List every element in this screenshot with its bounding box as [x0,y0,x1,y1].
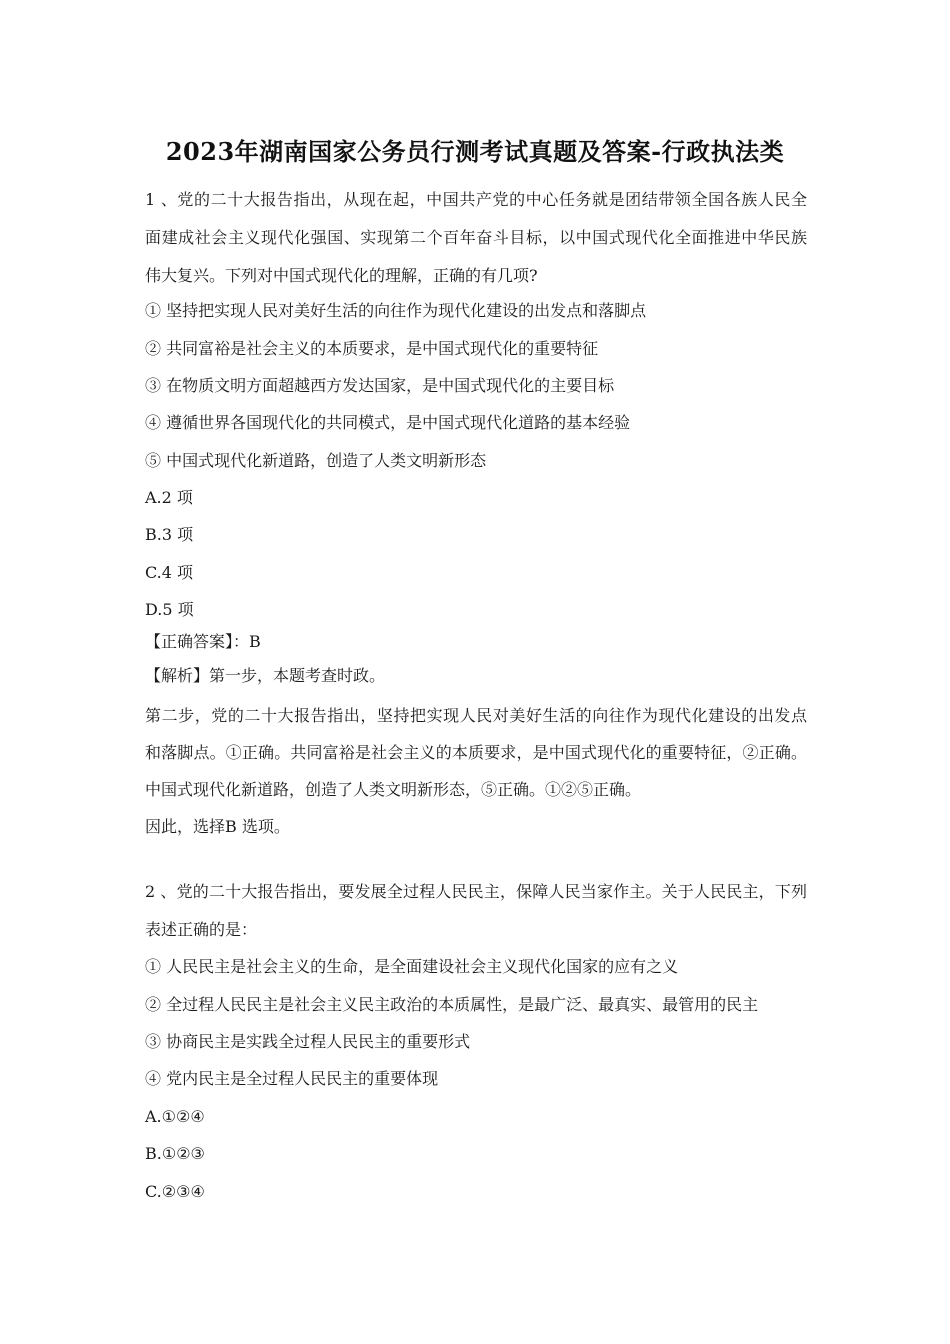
q1-item-5: ⑤ 中国式现代化新道路，创造了人类文明新形态 [145,451,487,470]
q2-item-2: ② 全过程人民民主是社会主义民主政治的本质属性，是最广泛、最真实、最管用的民主 [145,995,759,1014]
q1-option-a: A.2 项 [145,488,193,507]
q1-item-3: ③ 在物质文明方面超越西方发达国家，是中国式现代化的主要目标 [145,376,615,395]
q1-analysis-3: 和落脚点。①正确。共同富裕是社会主义的本质要求，是中国式现代化的重要特征，②正确。 [145,743,807,762]
q2-item-3: ③ 协商民主是实践全过程人民民主的重要形式 [145,1032,471,1051]
q1-item-4: ④ 遵循世界各国现代化的共同模式，是中国式现代化道路的基本经验 [145,413,631,432]
q1-stem-line-2: 面建成社会主义现代化强国、实现第二个百年奋斗目标，以中国式现代化全面推进中华民族 [145,228,807,247]
q2-stem-line-1: 2 、党的二十大报告指出，要发展全过程人民民主，保障人民当家作主。关于人民民主，下列 [145,882,807,901]
q1-analysis-5: 因此，选择B 选项。 [145,817,290,836]
q2-item-1: ① 人民民主是社会主义的生命，是全面建设社会主义现代化国家的应有之义 [145,957,679,976]
q1-item-2: ② 共同富裕是社会主义的本质要求，是中国式现代化的重要特征 [145,339,599,358]
q1-answer: 【正确答案】：B [145,632,261,651]
q2-option-c: C.②③④ [145,1182,205,1201]
page-title: 2023年湖南国家公务员行测考试真题及答案-行政执法类 [165,137,785,166]
q1-analysis-1: 【解析】第一步，本题考查时政。 [145,666,386,685]
q2-item-4: ④ 党内民主是全过程人民民主的重要体现 [145,1069,439,1088]
q2-stem-line-2: 表述正确的是： [145,920,258,939]
q1-stem-line-1: 1 、党的二十大报告指出，从现在起，中国共产党的中心任务就是团结带领全国各族人民全 [145,190,807,209]
q2-option-b: B.①②③ [145,1144,205,1163]
q1-item-1: ① 坚持把实现人民对美好生活的向往作为现代化建设的出发点和落脚点 [145,301,647,320]
q2-option-a: A.①②④ [145,1107,205,1126]
q1-option-c: C.4 项 [145,563,194,582]
q1-analysis-2: 第二步，党的二十大报告指出，坚持把实现人民对美好生活的向往作为现代化建设的出发点 [145,706,807,725]
q1-analysis-4: 中国式现代化新道路，创造了人类文明新形态，⑤正确。①②⑤正确。 [145,780,642,799]
q1-stem-line-3: 伟大复兴。下列对中国式现代化的理解，正确的有几项? [145,266,538,285]
q1-option-d: D.5 项 [145,600,194,619]
q1-option-b: B.3 项 [145,525,194,544]
